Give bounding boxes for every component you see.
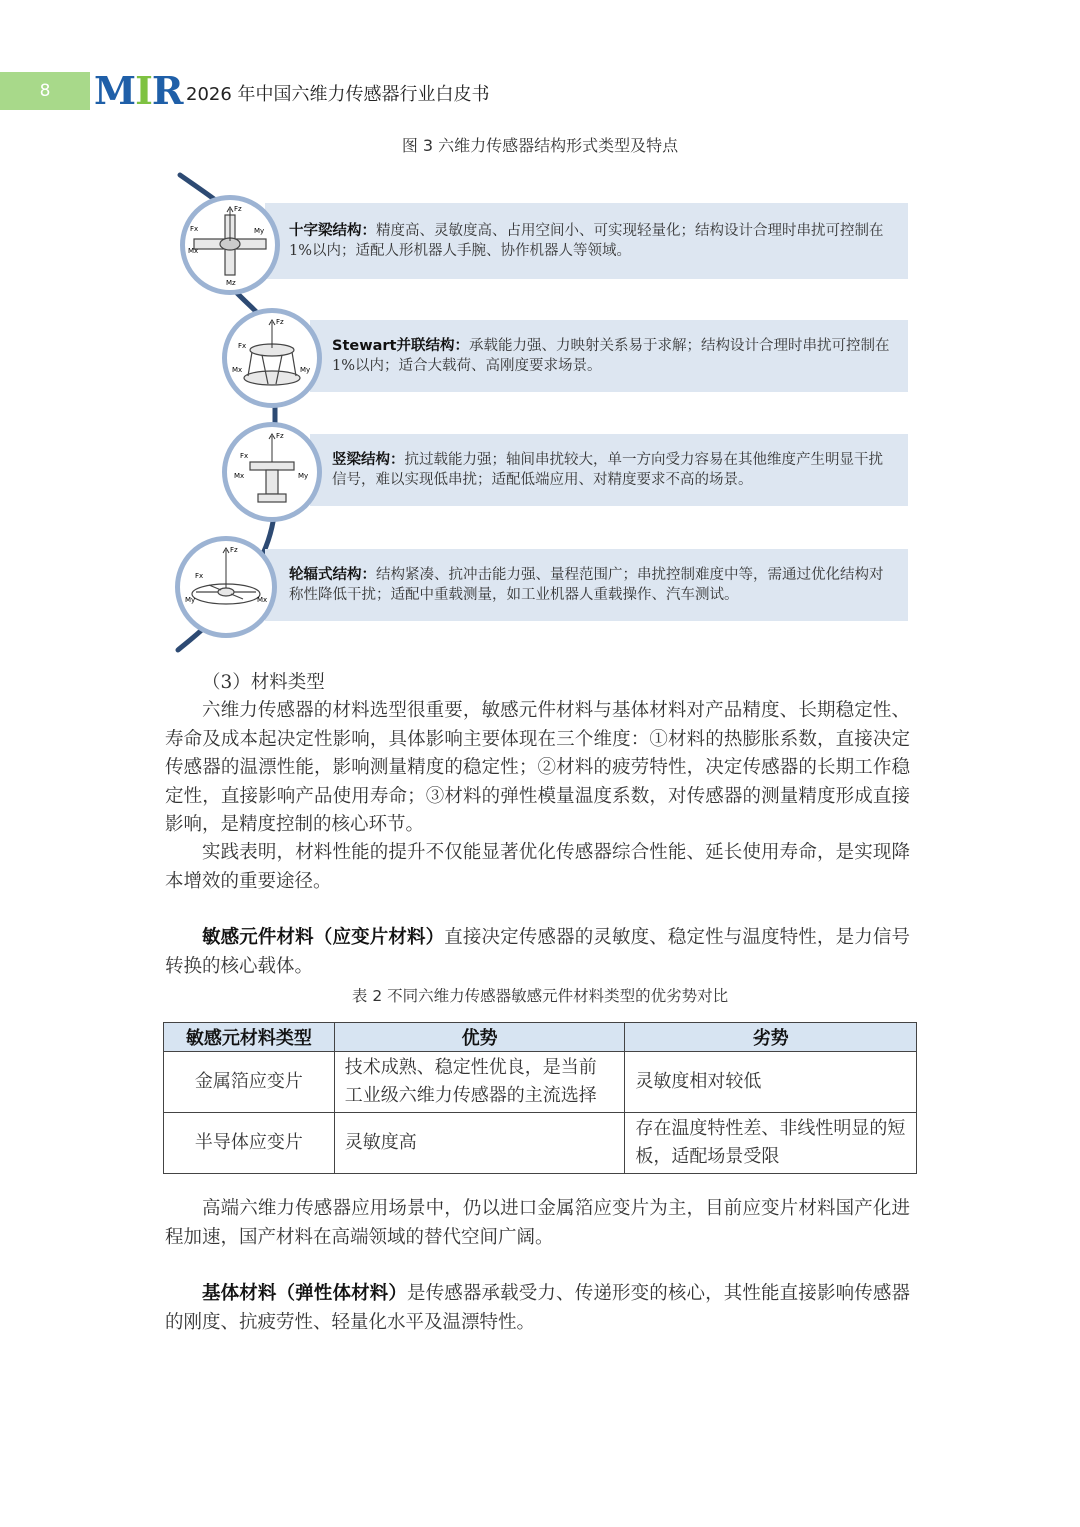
bold-term: 基体材料（弹性体材料） bbox=[202, 1283, 407, 1304]
structure-desc: 精度高、灵敏度高、占用空间小、可实现轻量化；结构设计合理时串扰可控制在1%以内；适配人形机器人手腕、协作机器人等领域。 bbox=[289, 223, 884, 259]
axis-label: Mx bbox=[234, 472, 245, 480]
table-cell: 灵敏度相对较低 bbox=[625, 1052, 917, 1113]
document-title: 2026 年中国六维力传感器行业白皮书 bbox=[186, 84, 490, 105]
paragraph-practice: 实践表明，材料性能的提升不仅能显著优化传感器综合性能、延长使用寿命，是实现降本增效的重要途径。 bbox=[165, 842, 910, 892]
table-header-row bbox=[164, 1023, 917, 1052]
axis-label: Fx bbox=[238, 342, 247, 350]
table-row bbox=[164, 1052, 917, 1113]
paragraph-high-end-application: 高端六维力传感器应用场景中，仍以进口金属箔应变片为主，目前应变片材料国产化进程加速，国产材料在高端领域的替代空间广阔。 bbox=[165, 1198, 910, 1248]
axis-label: My bbox=[300, 366, 311, 374]
axis-label: Fx bbox=[240, 452, 249, 460]
axis-label: Fz bbox=[230, 546, 238, 554]
axis-label: My bbox=[254, 227, 265, 235]
structure-name: 十字梁结构： bbox=[289, 222, 376, 239]
axis-label: Mx bbox=[188, 247, 199, 255]
structure-card-cross-beam bbox=[265, 203, 908, 279]
structure-desc: 抗过载能力强；轴间串扰较大，单一方向受力容易在其他维度产生明显干扰信号，难以实现低串扰；适配低端应用、对精度要求不高的场景。 bbox=[332, 452, 883, 488]
structure-name: 轮辐式结构： bbox=[289, 566, 376, 583]
axis-label: Mz bbox=[226, 279, 236, 287]
section-heading: （3）材料类型 bbox=[202, 672, 325, 693]
structure-card-vertical-beam bbox=[310, 434, 908, 506]
stewart-sensor-diagram bbox=[222, 308, 322, 408]
table-row bbox=[164, 1113, 917, 1174]
structure-card-spoke bbox=[265, 549, 908, 621]
page-number-tab: 8 bbox=[0, 72, 90, 110]
vertical-beam-sensor-diagram bbox=[222, 422, 322, 522]
axis-label: My bbox=[298, 472, 309, 480]
structure-name: 竖梁结构： bbox=[332, 451, 405, 468]
axis-label: My bbox=[185, 596, 196, 604]
axis-label: Fz bbox=[234, 205, 242, 213]
column-header: 敏感元材料类型 bbox=[164, 1023, 335, 1052]
axis-label: Mx bbox=[232, 366, 243, 374]
structure-figure bbox=[170, 170, 915, 655]
axis-label: Mx bbox=[257, 596, 268, 604]
table-cell: 金属箔应变片 bbox=[164, 1052, 335, 1113]
axis-label: Fz bbox=[276, 432, 284, 440]
column-header: 优势 bbox=[334, 1023, 625, 1052]
cross-beam-sensor-diagram bbox=[180, 195, 280, 295]
paragraph-material-importance: 六维力传感器的材料选型很重要，敏感元件材料与基体材料对产品精度、长期稳定性、寿命及成本起决定性影响，具体影响主要体现在三个维度：①材料的热膨胀系数，直接决定传感器的温漂性能，影响测量精度的稳定性；②材料的疲劳特性，决定传感器的长期工作稳定性，直接影响产品使用寿命；③材料的弹性模量温度系数，对传感器的测量精度形成直接影响，是精度控制的核心环节。 bbox=[165, 700, 910, 835]
axis-label: Fx bbox=[190, 225, 199, 233]
table-cell: 存在温度特性差、非线性明显的短板，适配场景受限 bbox=[625, 1113, 917, 1174]
table-cell: 半导体应变片 bbox=[164, 1113, 335, 1174]
axis-label: Fz bbox=[276, 318, 284, 326]
table-cell: 技术成熟、稳定性优良，是当前工业级六维力传感器的主流选择 bbox=[334, 1052, 625, 1113]
paragraph-sensitive-material: 敏感元件材料（应变片材料）直接决定传感器的灵敏度、稳定性与温度特性，是力信号转换的核心载体。 bbox=[165, 927, 910, 977]
structure-desc: 承载能力强、力映射关系易于求解；结构设计合理时串扰可控制在1%以内；适合大载荷、高刚度要求场景。 bbox=[332, 338, 890, 374]
structure-card-stewart bbox=[310, 320, 908, 392]
structure-desc: 结构紧凑、抗冲击能力强、量程范围广；串扰控制难度中等，需通过优化结构对称性降低干扰；适配中重载测量，如工业机器人重载操作、汽车测试。 bbox=[289, 567, 884, 603]
paragraph-base-material: 基体材料（弹性体材料）是传感器承载受力、传递形变的核心，其性能直接影响传感器的刚度、抗疲劳性、轻量化水平及温漂特性。 bbox=[165, 1283, 910, 1333]
table-cell: 灵敏度高 bbox=[334, 1113, 625, 1174]
mir-logo: MIR bbox=[94, 68, 183, 113]
structure-name: Stewart并联结构： bbox=[332, 338, 469, 354]
table-caption: 表 2 不同六维力传感器敏感元件材料类型的优劣势对比 bbox=[351, 987, 729, 1005]
figure-caption: 图 3 六维力传感器结构形式类型及特点 bbox=[401, 136, 679, 155]
axis-label: Fx bbox=[195, 572, 204, 580]
spoke-sensor-diagram bbox=[175, 536, 277, 638]
column-header: 劣势 bbox=[625, 1023, 917, 1052]
material-comparison-table bbox=[163, 1022, 917, 1174]
bold-term: 敏感元件材料（应变片材料） bbox=[202, 927, 445, 948]
